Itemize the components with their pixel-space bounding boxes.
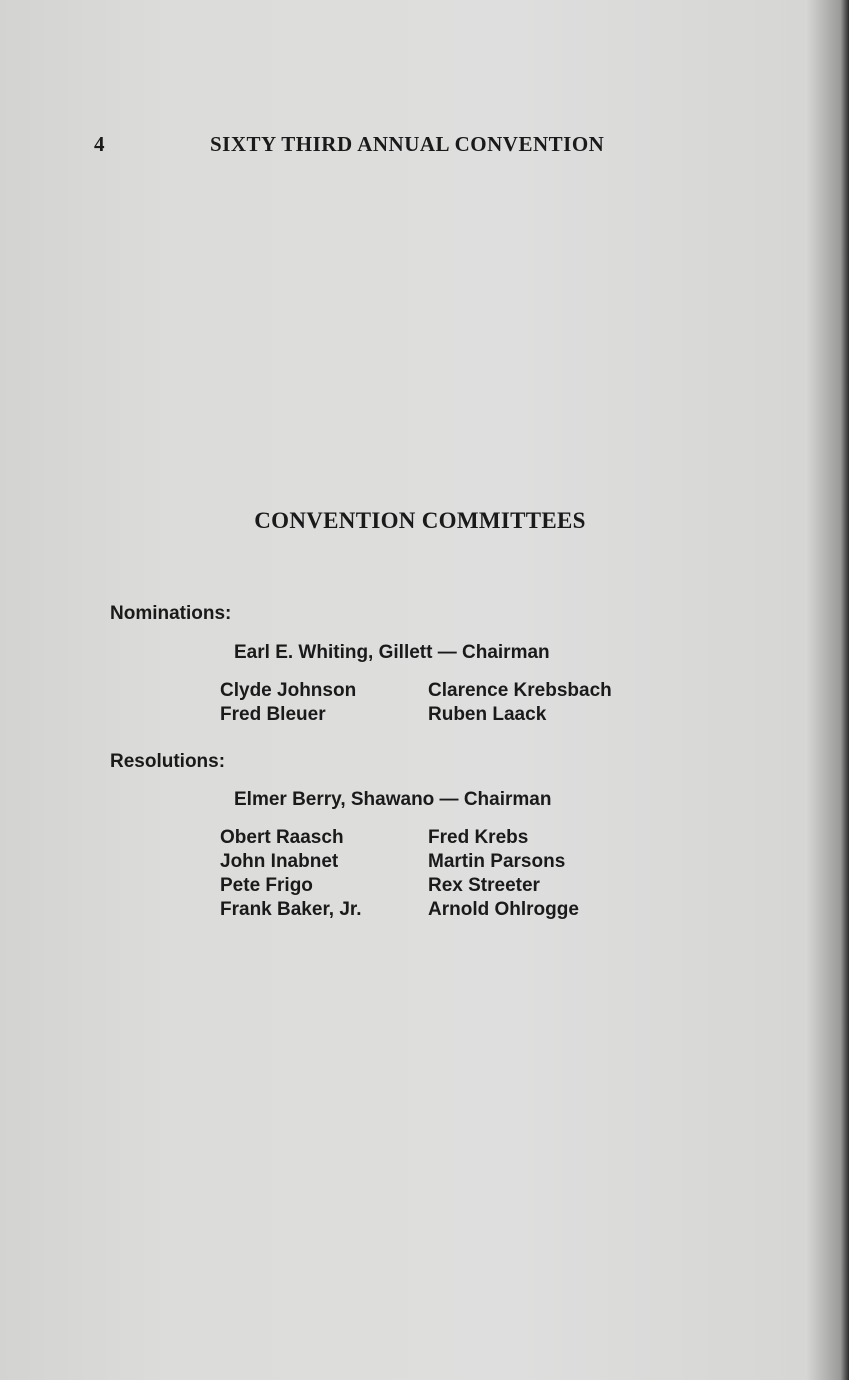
- resolutions-member: Arnold Ohlrogge: [428, 899, 579, 920]
- page-number: 4: [94, 132, 105, 156]
- resolutions-chair: Elmer Berry, Shawano — Chairman: [234, 789, 552, 810]
- nominations-member: Clyde Johnson: [220, 680, 357, 701]
- resolutions-member: Martin Parsons: [428, 851, 566, 872]
- resolutions-member: John Inabnet: [220, 851, 339, 872]
- nominations-member: Clarence Krebsbach: [428, 680, 612, 701]
- nominations-member: Fred Bleuer: [220, 704, 326, 725]
- running-title: SIXTY THIRD ANNUAL CONVENTION: [210, 132, 605, 156]
- resolutions-member: Rex Streeter: [428, 875, 540, 896]
- resolutions-member: Fred Krebs: [428, 827, 529, 848]
- section-title: CONVENTION COMMITTEES: [254, 508, 586, 533]
- nominations-member: Ruben Laack: [428, 704, 547, 725]
- resolutions-member: Frank Baker, Jr.: [220, 899, 362, 920]
- resolutions-member: Pete Frigo: [220, 875, 313, 896]
- resolutions-member: Obert Raasch: [220, 827, 344, 848]
- nominations-chair: Earl E. Whiting, Gillett — Chairman: [234, 642, 550, 663]
- committee-heading-resolutions: Resolutions:: [110, 751, 226, 772]
- committee-heading-nominations: Nominations:: [110, 603, 232, 624]
